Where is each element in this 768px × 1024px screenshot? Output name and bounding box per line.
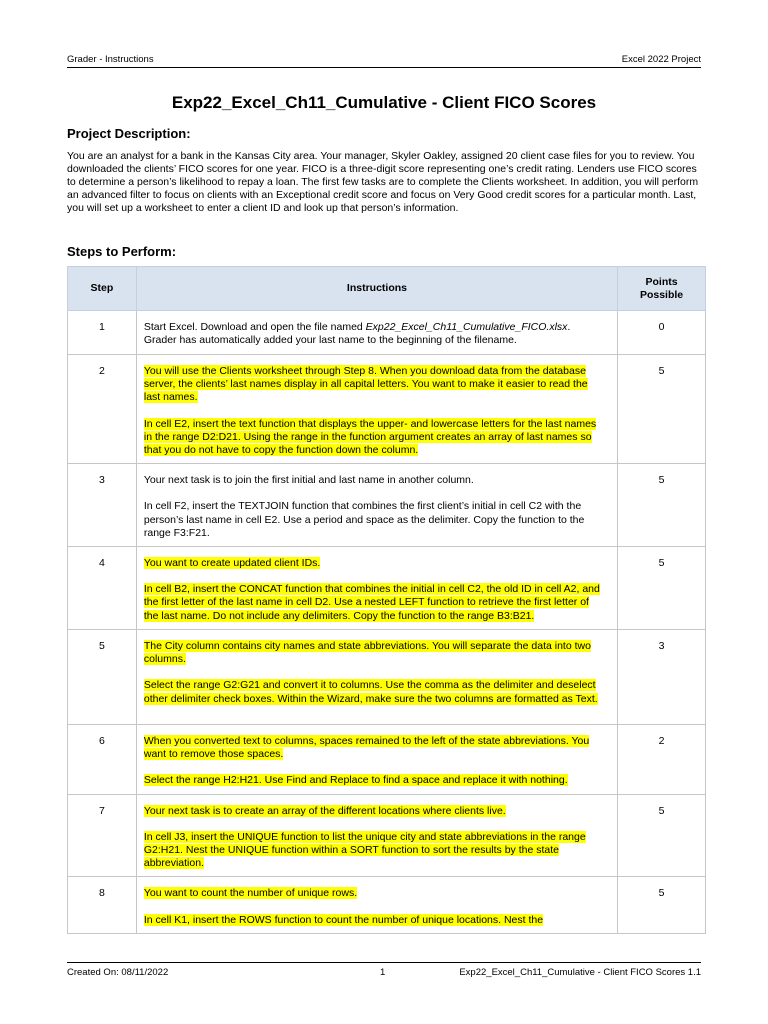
step-number: 8	[68, 877, 137, 933]
instruction-paragraph	[144, 831, 603, 871]
highlighted-text: You want to create updated client IDs.	[143, 557, 321, 570]
step-number: 4	[68, 547, 137, 630]
instruction-paragraph	[144, 774, 603, 787]
table-row	[68, 877, 706, 933]
instruction-paragraph: Your next task is to join the first initial and last name in another column.	[143, 474, 474, 487]
project-description-heading: Project Description:	[67, 126, 191, 141]
page-header	[67, 53, 701, 68]
step-points: 0	[618, 311, 706, 355]
table-row	[68, 547, 706, 630]
table-row	[68, 311, 706, 355]
step-instructions	[136, 464, 617, 547]
step-points: 5	[618, 794, 706, 877]
instruction-paragraph	[144, 365, 603, 405]
instruction-paragraph	[144, 321, 603, 347]
step-number: 3	[68, 464, 137, 547]
highlighted-text: When you converted text to columns, spaces remained to the left of the state abbreviations. You want to remove those spaces.	[143, 735, 590, 761]
filename-text: Exp22_Excel_Ch11_Cumulative_FICO.xlsx	[365, 321, 568, 333]
table-row	[68, 630, 706, 725]
project-description-text: You are an analyst for a bank in the Kansas City area. Your manager, Skyler Oakley, assigned 20 client case files for you to review. You downloaded the clients’ FICO scores for one year. FICO is a three-digit score representing one’s credit rating. Lenders use FICO scores to determine a person’s likelihood to repay a loan. The first few tasks are to complete the Clients worksheet. In addition, you will perform an advanced filter to focus on clients with an Exceptional credit score and focus on Very Good credit scores for a particular month. Last, you will set up a worksheet to enter a client ID and look up that person’s information.	[67, 150, 699, 215]
step-instructions	[136, 311, 617, 355]
steps-heading: Steps to Perform:	[67, 244, 177, 259]
header-points-line1: Points	[645, 275, 678, 288]
highlighted-text: Select the range G2:G21 and convert it to columns. Use the comma as the delimiter and deselect other delimiter check boxes. Within the Wizard, make sure the two columns are formatted as Text.	[143, 679, 598, 705]
step-number: 2	[68, 355, 137, 464]
footer-document-name: Exp22_Excel_Ch11_Cumulative - Client FICO Scores 1.1	[459, 967, 701, 978]
step-points: 2	[618, 725, 706, 795]
table-row	[68, 725, 706, 795]
instruction-paragraph	[144, 583, 603, 623]
instruction-paragraph	[144, 735, 603, 761]
highlighted-text: In cell K1, insert the ROWS function to count the number of unique locations. Nest the	[143, 913, 544, 926]
highlighted-text: Your next task is to create an array of the different locations where clients live.	[143, 804, 506, 817]
footer-page-number: 1	[380, 967, 386, 978]
table-row	[68, 464, 706, 547]
instruction-paragraph	[144, 557, 603, 570]
step-instructions	[136, 630, 617, 725]
step-points: 3	[618, 630, 706, 725]
step-number: 6	[68, 725, 137, 795]
table-header-row	[68, 267, 706, 311]
footer-created-date: Created On: 08/11/2022	[67, 967, 169, 978]
table-row	[68, 355, 706, 464]
instruction-text: Start Excel. Download and open the file named	[143, 321, 366, 333]
steps-table	[67, 266, 706, 934]
step-instructions	[136, 725, 617, 795]
table-row	[68, 794, 706, 877]
step-instructions	[136, 877, 617, 933]
page-footer	[67, 962, 701, 978]
header-step: Step	[68, 267, 137, 311]
step-number: 1	[68, 311, 137, 355]
header-instructions: Instructions	[136, 267, 617, 311]
step-number: 7	[68, 794, 137, 877]
instruction-text: . Grader has automatically added your last name to the beginning of the filename.	[143, 321, 571, 347]
highlighted-text: The City column contains city names and state abbreviations. You will separate the data into two columns.	[143, 640, 591, 666]
header-points	[618, 267, 706, 311]
instruction-paragraph	[144, 805, 603, 818]
step-points: 5	[618, 547, 706, 630]
instruction-paragraph	[144, 418, 603, 458]
header-right-text: Excel 2022 Project	[621, 54, 701, 65]
step-points: 5	[618, 877, 706, 933]
header-left-text: Grader - Instructions	[67, 54, 154, 65]
step-points: 5	[618, 464, 706, 547]
highlighted-text: You want to count the number of unique rows.	[143, 887, 358, 900]
instruction-paragraph	[144, 679, 603, 705]
step-points: 5	[618, 355, 706, 464]
instruction-paragraph	[144, 640, 603, 666]
highlighted-text: In cell E2, insert the text function that displays the upper- and lowercase letters for the last names in the range D2:D21. Using the range in the function argument creates an array of last names so that you do not have to copy the function down the column.	[143, 417, 597, 457]
step-instructions	[136, 547, 617, 630]
highlighted-text: Select the range H2:H21. Use Find and Replace to find a space and replace it with nothing.	[143, 774, 568, 787]
instruction-paragraph	[144, 887, 603, 900]
highlighted-text: In cell B2, insert the CONCAT function that combines the initial in cell C2, the old ID in cell A2, and the first letter of the last name in cell D2. Use a nested LEFT function to retrieve the first letter of the last name. Do not include any delimiters. Copy the function to the range B3:B21.	[143, 583, 600, 622]
document-title: Exp22_Excel_Ch11_Cumulative - Client FICO Scores	[171, 93, 597, 112]
step-instructions	[136, 794, 617, 877]
instruction-paragraph	[144, 914, 603, 927]
instruction-paragraph: In cell F2, insert the TEXTJOIN function that combines the first client’s initial in cell C2 with the person’s last name in cell E2. Use a period and space as the delimiter. Copy the function to the range F3:F21.	[143, 500, 585, 539]
highlighted-text: You will use the Clients worksheet through Step 8. When you download data from the database server, the clients’ last names display in all capital letters. You want to make it easier to read the last names.	[143, 365, 588, 404]
header-points-line2: Possible	[639, 288, 684, 301]
step-instructions	[136, 355, 617, 464]
highlighted-text: In cell J3, insert the UNIQUE function to list the unique city and state abbreviations in the range G2:H21. Nest the UNIQUE function within a SORT function to sort the results by the state abbreviation.	[143, 830, 586, 870]
step-number: 5	[68, 630, 137, 725]
